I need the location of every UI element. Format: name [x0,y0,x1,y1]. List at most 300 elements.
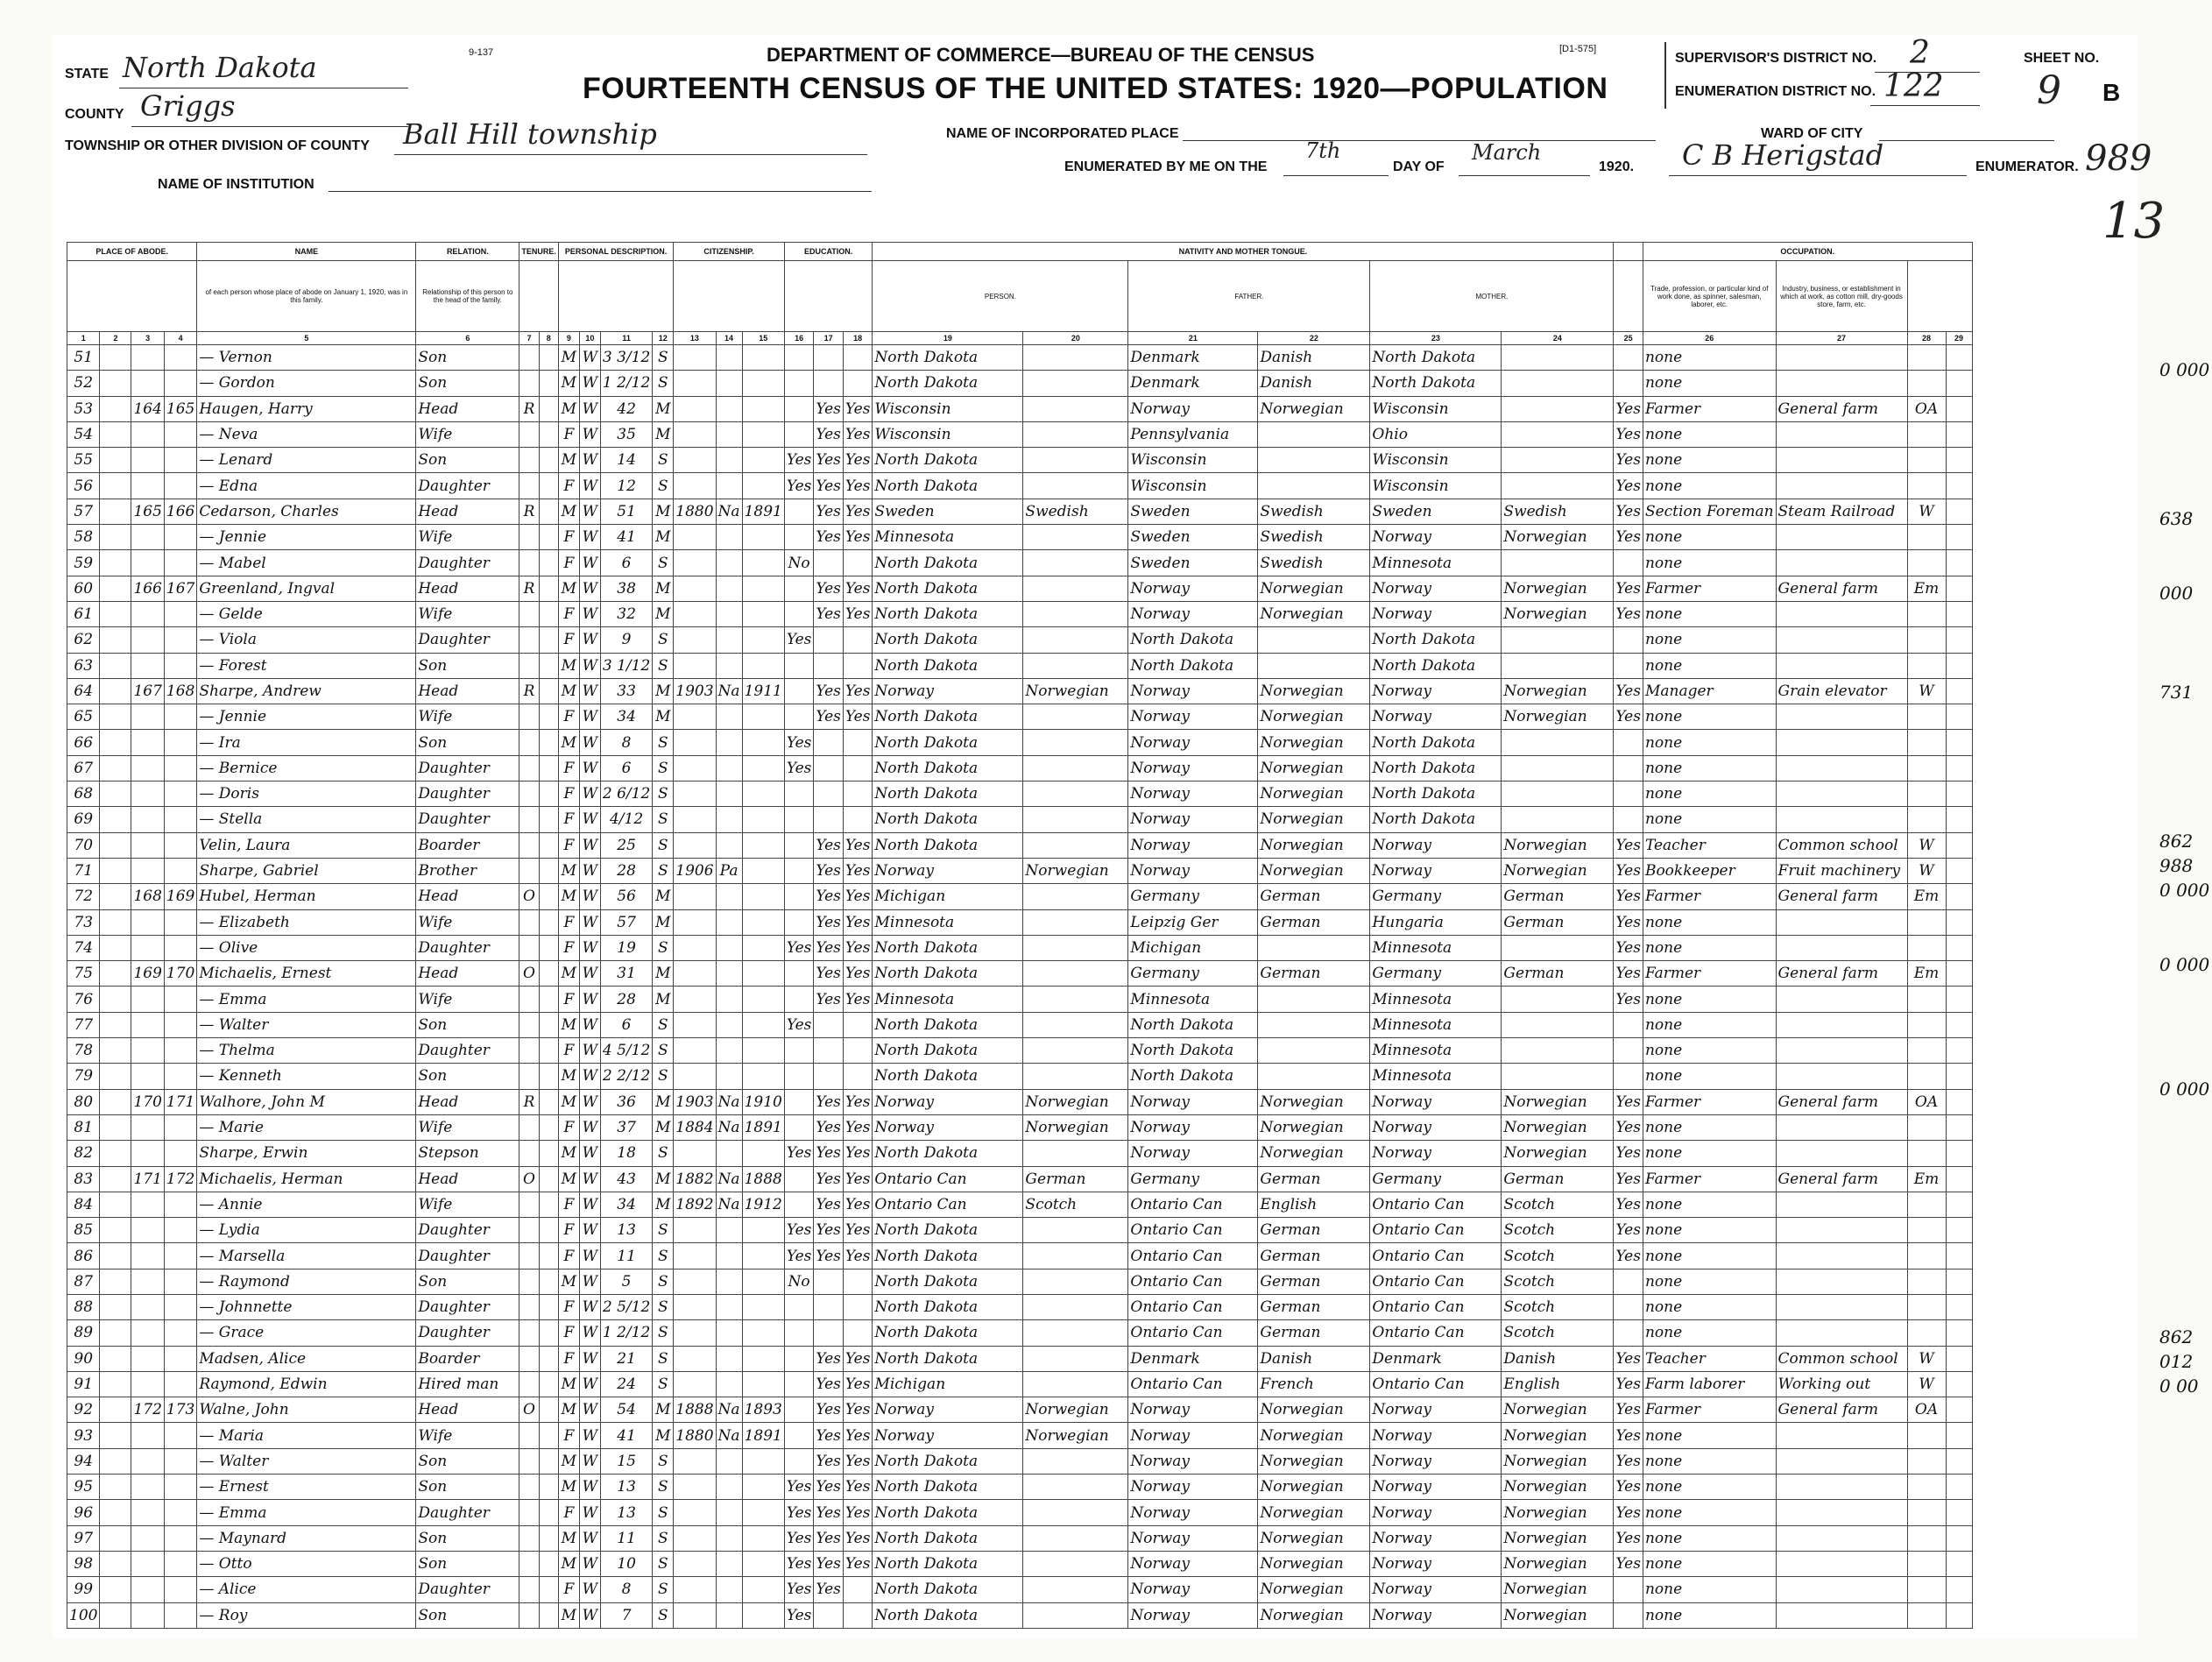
relationship: Son [416,1269,519,1294]
mother-mother-tongue: Scotch [1502,1192,1614,1217]
line-number: 85 [67,1218,100,1243]
able-to-read: Yes [814,1525,844,1551]
father-birthplace: Ontario Can [1128,1269,1258,1294]
mortgage-status [539,987,558,1012]
farm-schedule [1946,1141,1972,1166]
trade: Farmer [1643,396,1776,421]
father-birthplace: Norway [1128,730,1258,755]
dwelling-number [131,1577,164,1602]
race: W [579,1192,600,1217]
immigration-year [674,525,716,550]
sex: F [558,781,579,807]
age: 21 [600,1346,652,1371]
mother-mother-tongue [1502,371,1614,396]
naturalization-status [716,550,742,576]
able-to-write: Yes [843,1423,873,1448]
mother-tongue [1023,961,1128,987]
tenure [519,704,539,730]
mortgage-status [539,1166,558,1192]
age: 38 [600,576,652,601]
family-number [164,1371,196,1397]
employment-class: OA [1907,396,1946,421]
relationship: Son [416,653,519,678]
father-mother-tongue: Swedish [1258,525,1370,550]
farm-schedule [1946,627,1972,653]
father-mother-tongue [1258,987,1370,1012]
mother-tongue [1023,884,1128,909]
attended-school: No [784,550,814,576]
farm-schedule [1946,1577,1972,1602]
family-number [164,550,196,576]
margin-note: 731 [2159,681,2194,703]
farm-schedule [1946,678,1972,704]
marital-status: S [653,371,674,396]
birthplace: Norway [873,1089,1023,1114]
line-number: 100 [67,1602,100,1628]
farm-schedule [1946,576,1972,601]
dwelling-number: 169 [131,961,164,987]
mortgage-status [539,909,558,935]
column-number: 6 [416,332,519,345]
mother-tongue [1023,832,1128,858]
industry [1776,601,1907,626]
attended-school [784,499,814,524]
farm-schedule [1946,755,1972,781]
street [100,371,131,396]
naturalization-year: 1891 [742,1423,784,1448]
street [100,1141,131,1166]
employment-class [1907,1602,1946,1628]
immigration-year: 1906 [674,858,716,883]
attended-school: No [784,1269,814,1294]
line-number: 63 [67,653,100,678]
naturalization-year [742,884,784,909]
person-name: Cedarson, Charles [197,499,416,524]
able-to-write: Yes [843,1475,873,1500]
mother-birthplace: Norway [1370,704,1502,730]
line-number: 86 [67,1243,100,1269]
mother-tongue [1023,396,1128,421]
enumerator-label: ENUMERATOR. [1975,159,2079,174]
naturalization-year [742,704,784,730]
trade: none [1643,473,1776,499]
marital-status: S [653,1269,674,1294]
trade: none [1643,807,1776,832]
line-number: 94 [67,1448,100,1474]
mother-birthplace: North Dakota [1370,781,1502,807]
tenure [519,1320,539,1346]
able-to-write [843,1577,873,1602]
mother-mother-tongue: Scotch [1502,1320,1614,1346]
father-birthplace: Norway [1128,1141,1258,1166]
mother-mother-tongue [1502,987,1614,1012]
mother-mother-tongue: German [1502,909,1614,935]
speaks-english: Yes [1614,961,1643,987]
relationship: Daughter [416,627,519,653]
table-row [67,678,1973,704]
able-to-write [843,345,873,371]
race: W [579,345,600,371]
tenure: R [519,576,539,601]
person-name: Sharpe, Andrew [197,678,416,704]
mother-tongue [1023,1294,1128,1319]
attended-school [784,396,814,421]
trade: none [1643,935,1776,960]
naturalization-status [716,807,742,832]
relationship: Wife [416,704,519,730]
sex: M [558,678,579,704]
able-to-write: Yes [843,525,873,550]
father-birthplace: Germany [1128,884,1258,909]
family-number [164,601,196,626]
naturalization-year [742,1500,784,1525]
mother-mother-tongue [1502,935,1614,960]
employment-class [1907,653,1946,678]
mortgage-status [539,781,558,807]
group-citizenship: CITIZENSHIP. [674,243,785,261]
naturalization-year [742,345,784,371]
sex: F [558,1423,579,1448]
sex: M [558,1012,579,1037]
dwelling-number [131,1525,164,1551]
race: W [579,1114,600,1140]
race: W [579,832,600,858]
mortgage-status [539,755,558,781]
tenure [519,1475,539,1500]
tenure: R [519,678,539,704]
mother-tongue [1023,1602,1128,1628]
mortgage-status [539,1114,558,1140]
name-description: of each person whose place of abode on January 1, 1920, was in this family. [197,261,416,332]
marital-status: M [653,987,674,1012]
relation-description: Relationship of this person to the head of the family. [416,261,519,332]
sex: M [558,1397,579,1423]
farm-schedule [1946,1114,1972,1140]
street [100,1448,131,1474]
tenure [519,935,539,960]
sex: M [558,653,579,678]
speaks-english [1614,1012,1643,1037]
mortgage-status [539,858,558,883]
relationship: Brother [416,858,519,883]
race: W [579,653,600,678]
father-mother-tongue: Danish [1258,345,1370,371]
age: 8 [600,730,652,755]
father-birthplace: North Dakota [1128,1012,1258,1037]
mother-birthplace: Norway [1370,858,1502,883]
naturalization-status [716,1141,742,1166]
farm-schedule [1946,935,1972,960]
immigration-year [674,1371,716,1397]
able-to-read [814,1269,844,1294]
race: W [579,987,600,1012]
sex: F [558,1320,579,1346]
race: W [579,781,600,807]
race: W [579,525,600,550]
immigration-year [674,550,716,576]
speaks-english: Yes [1614,1166,1643,1192]
attended-school [784,601,814,626]
supervisor-value: 2 [1910,35,1930,71]
race: W [579,448,600,473]
person-name: Michaelis, Herman [197,1166,416,1192]
speaks-english: Yes [1614,1475,1643,1500]
mother-mother-tongue [1502,807,1614,832]
able-to-write [843,807,873,832]
person-name: Velin, Laura [197,832,416,858]
immigration-year [674,345,716,371]
able-to-write: Yes [843,858,873,883]
industry [1776,1114,1907,1140]
father-mother-tongue: Norwegian [1258,1475,1370,1500]
able-to-read: Yes [814,858,844,883]
table-row [67,653,1973,678]
line-number: 72 [67,884,100,909]
naturalization-status [716,987,742,1012]
mortgage-status [539,550,558,576]
mortgage-status [539,1371,558,1397]
attended-school [784,704,814,730]
trade: none [1643,421,1776,447]
tenure [519,1218,539,1243]
group-place-of-abode: PLACE OF ABODE. [67,243,197,261]
naturalization-year: 1891 [742,499,784,524]
immigration-year [674,1064,716,1089]
sex: F [558,909,579,935]
mother-mother-tongue: Norwegian [1502,858,1614,883]
farm-schedule [1946,473,1972,499]
sex: F [558,987,579,1012]
mother-mother-tongue: Norwegian [1502,832,1614,858]
speaks-english [1614,1577,1643,1602]
speaks-english: Yes [1614,396,1643,421]
naturalization-year: 1912 [742,1192,784,1217]
mother-mother-tongue: Danish [1502,1346,1614,1371]
able-to-write [843,1294,873,1319]
employment-class [1907,1114,1946,1140]
naturalization-year [742,987,784,1012]
tenure [519,1577,539,1602]
race: W [579,858,600,883]
family-number: 171 [164,1089,196,1114]
mother-birthplace: Ohio [1370,421,1502,447]
table-row [67,884,1973,909]
trade: none [1643,987,1776,1012]
naturalization-status [716,909,742,935]
census-table [67,242,1973,1629]
employment-class [1907,1038,1946,1064]
able-to-write: Yes [843,448,873,473]
dwelling-number: 166 [131,576,164,601]
sex: F [558,935,579,960]
naturalization-status [716,1448,742,1474]
father-mother-tongue: Norwegian [1258,1577,1370,1602]
mother-mother-tongue [1502,781,1614,807]
immigration-year: 1884 [674,1114,716,1140]
age: 10 [600,1551,652,1576]
column-number: 7 [519,332,539,345]
employment-class [1907,987,1946,1012]
dwelling-number [131,601,164,626]
person-name: — Mabel [197,550,416,576]
farm-schedule [1946,601,1972,626]
dwelling-number [131,1475,164,1500]
father-birthplace: Wisconsin [1128,473,1258,499]
trade: Manager [1643,678,1776,704]
able-to-read: Yes [814,1500,844,1525]
naturalization-status [716,1012,742,1037]
mother-birthplace: North Dakota [1370,755,1502,781]
trade: none [1643,781,1776,807]
tenure [519,832,539,858]
line-number: 92 [67,1397,100,1423]
father-mother-tongue: German [1258,1294,1370,1319]
person-name: Sharpe, Erwin [197,1141,416,1166]
industry [1776,1038,1907,1064]
able-to-read: Yes [814,1166,844,1192]
able-to-write: Yes [843,1346,873,1371]
able-to-write: Yes [843,473,873,499]
mother-mother-tongue: German [1502,884,1614,909]
attended-school [784,987,814,1012]
father-birthplace: Minnesota [1128,987,1258,1012]
line-number: 99 [67,1577,100,1602]
attended-school: Yes [784,730,814,755]
mother-birthplace: Norway [1370,1141,1502,1166]
able-to-read: Yes [814,1089,844,1114]
able-to-read: Yes [814,987,844,1012]
sex: M [558,1141,579,1166]
mortgage-status [539,884,558,909]
dwelling-number [131,858,164,883]
ed-value: 122 [1883,68,1944,104]
marital-status: S [653,1320,674,1346]
immigration-year [674,1269,716,1294]
margin-note: 988 [2159,855,2194,876]
tenure [519,807,539,832]
street [100,730,131,755]
attended-school: Yes [784,1012,814,1037]
employment-class [1907,755,1946,781]
employment-class [1907,448,1946,473]
naturalization-status [716,1525,742,1551]
mother-tongue [1023,1346,1128,1371]
line-number: 55 [67,448,100,473]
mother-mother-tongue [1502,755,1614,781]
mother-birthplace: Minnesota [1370,935,1502,960]
mortgage-status [539,448,558,473]
attended-school [784,858,814,883]
family-number [164,1500,196,1525]
dwelling-number [131,832,164,858]
age: 6 [600,1012,652,1037]
trade: none [1643,1038,1776,1064]
able-to-read: Yes [814,1243,844,1269]
naturalization-year [742,1371,784,1397]
industry-description: Industry, business, or establishment in which at work, as cotton mill, dry-goods store, farm, etc. [1776,261,1907,332]
trade: none [1643,1243,1776,1269]
father-birthplace: Norway [1128,1114,1258,1140]
employment-class [1907,1577,1946,1602]
mother-mother-tongue [1502,396,1614,421]
street [100,1166,131,1192]
father-mother-tongue: Swedish [1258,550,1370,576]
mother-tongue [1023,987,1128,1012]
column-number: 1 [67,332,100,345]
speaks-english [1614,1038,1643,1064]
able-to-write: Yes [843,1166,873,1192]
speaks-english: Yes [1614,884,1643,909]
immigration-year [674,1038,716,1064]
dwelling-number [131,1114,164,1140]
immigration-year [674,884,716,909]
naturalization-year [742,858,784,883]
day-value: 7th [1305,138,1341,163]
tenure [519,601,539,626]
mortgage-status [539,1089,558,1114]
age: 32 [600,601,652,626]
father-birthplace: Ontario Can [1128,1294,1258,1319]
table-row [67,935,1973,960]
naturalization-status [716,1294,742,1319]
person-name: — Stella [197,807,416,832]
speaks-english: Yes [1614,1448,1643,1474]
family-number [164,1243,196,1269]
speaks-english: Yes [1614,1089,1643,1114]
speaks-english: Yes [1614,704,1643,730]
farm-schedule [1946,730,1972,755]
birthplace: Norway [873,858,1023,883]
immigration-year [674,396,716,421]
mother-birthplace: Minnesota [1370,1012,1502,1037]
relationship: Head [416,396,519,421]
employment-class [1907,1448,1946,1474]
line-number: 80 [67,1089,100,1114]
speaks-english: Yes [1614,935,1643,960]
person-name: — Ira [197,730,416,755]
able-to-read [814,807,844,832]
employment-class: OA [1907,1089,1946,1114]
group-name: NAME [197,243,416,261]
mother-tongue: German [1023,1166,1128,1192]
farm-schedule [1946,1525,1972,1551]
mother-mother-tongue: Norwegian [1502,1448,1614,1474]
naturalization-status: Na [716,1423,742,1448]
person-name: — Olive [197,935,416,960]
able-to-write: Yes [843,1525,873,1551]
race: W [579,704,600,730]
farm-schedule [1946,858,1972,883]
family-number [164,1141,196,1166]
race: W [579,601,600,626]
mother-mother-tongue [1502,653,1614,678]
tenure [519,730,539,755]
naturalization-year [742,448,784,473]
father-mother-tongue: Norwegian [1258,1114,1370,1140]
race: W [579,1141,600,1166]
employment-class [1907,473,1946,499]
able-to-read: Yes [814,1218,844,1243]
table-row [67,961,1973,987]
immigration-year: 1888 [674,1397,716,1423]
family-number: 169 [164,884,196,909]
immigration-year [674,627,716,653]
naturalization-year [742,1141,784,1166]
attended-school [784,1448,814,1474]
dwelling-number [131,448,164,473]
mother-mother-tongue: Scotch [1502,1243,1614,1269]
mother-birthplace: Germany [1370,1166,1502,1192]
